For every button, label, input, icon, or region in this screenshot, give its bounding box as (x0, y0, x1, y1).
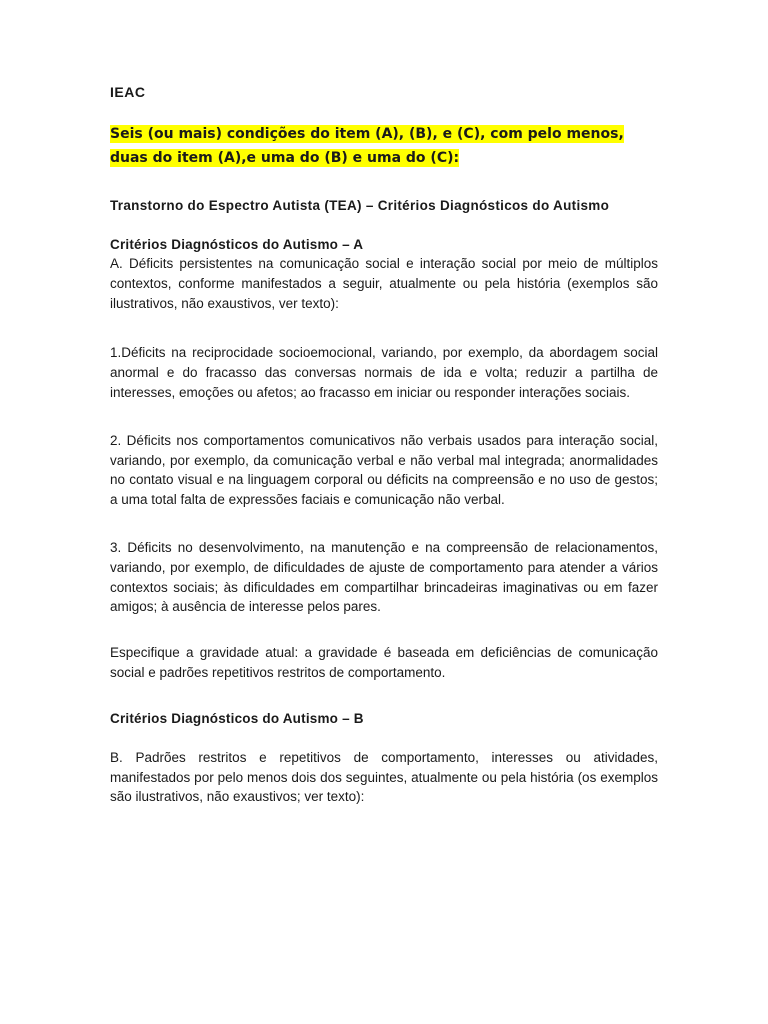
criteria-a-heading: Critérios Diagnósticos do Autismo – A (110, 237, 364, 252)
document-body (110, 84, 658, 807)
highlighted-instruction (110, 122, 658, 170)
criteria-b-intro: B. Padrões restritos e repetitivos de comportamento, interesses ou atividades, manifestados por pelo menos dois dos seguintes, atualmente ou pela história (os exemplos são ilustrativos, não exaustivos; ver texto): (110, 749, 658, 805)
section-title: Transtorno do Espectro Autista (TEA) – Critérios Diagnósticos do Autismo (110, 198, 610, 213)
document-title: IEAC (110, 84, 146, 100)
criteria-b-heading: Critérios Diagnósticos do Autismo – B (110, 710, 364, 726)
criteria-a-intro: A. Déficits persistentes na comunicação social e interação social por meio de múltiplos contextos, conforme manifestados a seguir, atualmente ou pela história (exemplos são ilustrativos, não exaustivos, ver texto): (110, 256, 658, 311)
criteria-a-item-3: 3. Déficits no desenvolvimento, na manutenção e na compreensão de relacionamentos, variando, por exemplo, de dificuldades de ajuste de comportamento para atender a vários contextos sociais; às dificuldades em compartilhar brincadeiras imaginativas ou em fazer amigos; à ausência de interesse pelos pares. (110, 539, 658, 615)
criteria-a-item-1: 1.Déficits na reciprocidade socioemocional, variando, por exemplo, da abordagem social anormal e do fracasso das conversas normais de ida e volta; reduzir a partilha de interesses, emoções ou afetos; ao fracasso em iniciar ou responder interações sociais. (110, 345, 658, 400)
highlighted-instruction-text: Seis (ou mais) condições do item (A), (B), e (C), com pelo menos, duas do item (A),e uma do (B) e uma do (C): (110, 126, 624, 166)
criteria-a-item-2: 2. Déficits nos comportamentos comunicativos não verbais usados para interação social, variando, por exemplo, da comunicação verbal e não verbal mal integrada; anormalidades no contato visual e na linguagem corporal ou déficits na compreensão e no uso de gestos; a uma total falta de expressões faciais e comunicação não verbal. (110, 432, 658, 508)
severity-note: Especifique a gravidade atual: a gravidade é baseada em deficiências de comunicação social e padrões repetitivos restritos de comportamento. (110, 645, 658, 680)
